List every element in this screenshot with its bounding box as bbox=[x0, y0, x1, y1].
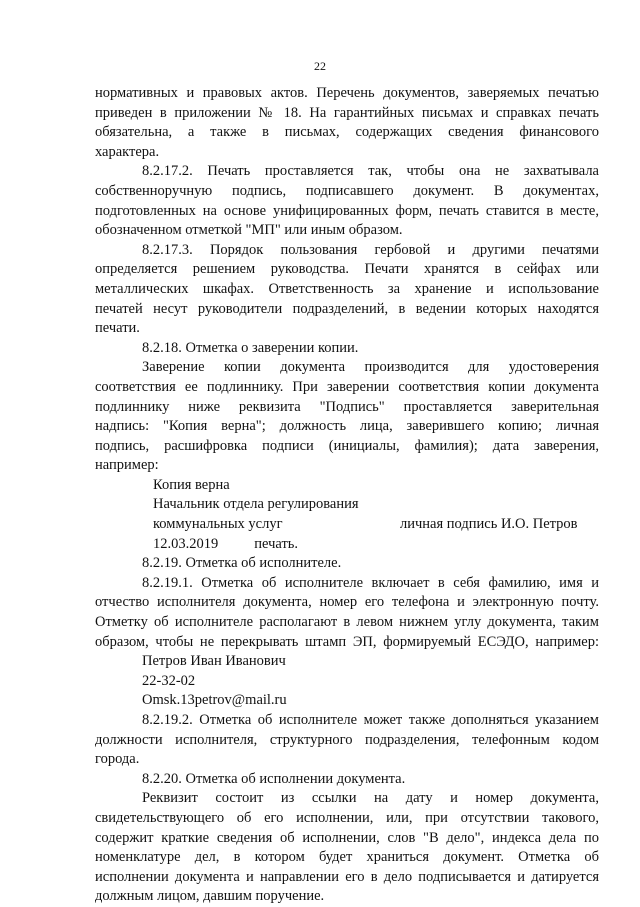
text-line: печати. bbox=[95, 320, 140, 337]
text-line: свидетельствующего об его исполнении, или, при отсутствии такового, bbox=[95, 809, 599, 826]
executor-name: Петров Иван Иванович bbox=[142, 653, 286, 670]
text-line: собственноручную подпись, подписавшего документ. В документах, bbox=[95, 182, 599, 199]
text-line: нормативных и правовых актов. Перечень документов, заверяемых печатью bbox=[95, 85, 599, 101]
example-line: Начальник отдела регулирования bbox=[153, 496, 359, 513]
copy-certification-example bbox=[95, 476, 599, 554]
text-line: номенклатуре дел, в котором будет храниться документ. Отметка об bbox=[95, 849, 599, 866]
section-heading: 8.2.18. Отметка о заверении копии. bbox=[142, 339, 359, 356]
text-line: содержит краткие сведения об исполнении, слов "В дело", индекса дела по bbox=[95, 829, 599, 846]
text-line: 8.2.19.1. Отметка об исполнителе включает в себя фамилию, имя и bbox=[142, 574, 599, 591]
executor-example bbox=[95, 652, 599, 711]
text-line: обязательна, а также в письмах, содержащих сведения финансового bbox=[95, 124, 599, 141]
text-line: должности исполнителя, структурного подразделения, телефонным кодом bbox=[95, 731, 599, 748]
text-line: например: bbox=[95, 457, 159, 474]
text-line: подготовленных на основе унифицированных форм, печать ставится в месте, bbox=[95, 202, 599, 219]
text-line: соответствия ее подлиннику. При заверении соответствия копии документа bbox=[95, 378, 599, 395]
text-line: 8.2.17.2. Печать проставляется так, чтобы она не захватывала bbox=[142, 163, 599, 180]
example-line-date bbox=[95, 535, 599, 555]
text-line: Реквизит состоит из ссылки на дату и номер документа, bbox=[142, 790, 599, 807]
text-line: определяется решением руководства. Печати хранятся в сейфах или bbox=[95, 261, 599, 278]
section-heading: 8.2.20. Отметка об исполнении документа. bbox=[142, 770, 406, 787]
example-stamp: печать. bbox=[254, 535, 299, 552]
example-signature: личная подпись И.О. Петров bbox=[400, 516, 578, 533]
text-line: печатей несут руководители подразделений, в ведении которых находятся bbox=[95, 300, 599, 317]
text-line: должным лицом, давшим поручение. bbox=[95, 888, 325, 905]
text-line: 8.2.17.3. Порядок пользования гербовой и другими печатями bbox=[142, 241, 599, 258]
text-line: отчество исполнителя документа, номер его телефона и электронную почту. bbox=[95, 594, 599, 611]
example-line-signature bbox=[95, 515, 599, 535]
text-line: исполнении документа и направлении его в дело подписывается и датируется bbox=[95, 868, 599, 885]
text-line: обозначенном отметкой "МП" или иным образом. bbox=[95, 222, 403, 239]
text-line: характера. bbox=[95, 143, 160, 160]
text-line: 8.2.19.2. Отметка об исполнителе может также дополняться указанием bbox=[142, 712, 599, 728]
text-line: приведен в приложении № 18. На гарантийных письмах и справках печать bbox=[95, 104, 599, 121]
document-body bbox=[95, 84, 599, 907]
text-line: города. bbox=[95, 751, 140, 768]
text-line: подлиннику ниже реквизита "Подпись" проставляется заверительная bbox=[95, 398, 599, 415]
page-number: 22 bbox=[314, 59, 326, 73]
text-line: образом, чтобы не перекрывать штамп ЭП, формируемый ЕСЭДО, например: bbox=[95, 633, 599, 650]
text-line: подпись, расшифровка подписи (инициалы, фамилия); дата заверения, bbox=[95, 437, 599, 454]
text-line: металлических шкафах. Ответственность за хранение и использование bbox=[95, 280, 599, 297]
example-date: 12.03.2019 bbox=[153, 535, 219, 552]
section-heading: 8.2.19. Отметка об исполнителе. bbox=[142, 555, 342, 572]
executor-email: Omsk.13petrov@mail.ru bbox=[142, 692, 287, 709]
example-position: коммунальных услуг bbox=[153, 516, 283, 533]
text-line: Отметку об исполнителе располагают в левом нижнем углу документа, таким bbox=[95, 614, 599, 631]
executor-phone: 22-32-02 bbox=[142, 672, 196, 689]
text-line: Заверение копии документа производится для удостоверения bbox=[142, 359, 599, 376]
example-line: Копия верна bbox=[153, 476, 230, 493]
text-line: надпись: "Копия верна"; должность лица, заверившего копию; личная bbox=[95, 418, 599, 435]
